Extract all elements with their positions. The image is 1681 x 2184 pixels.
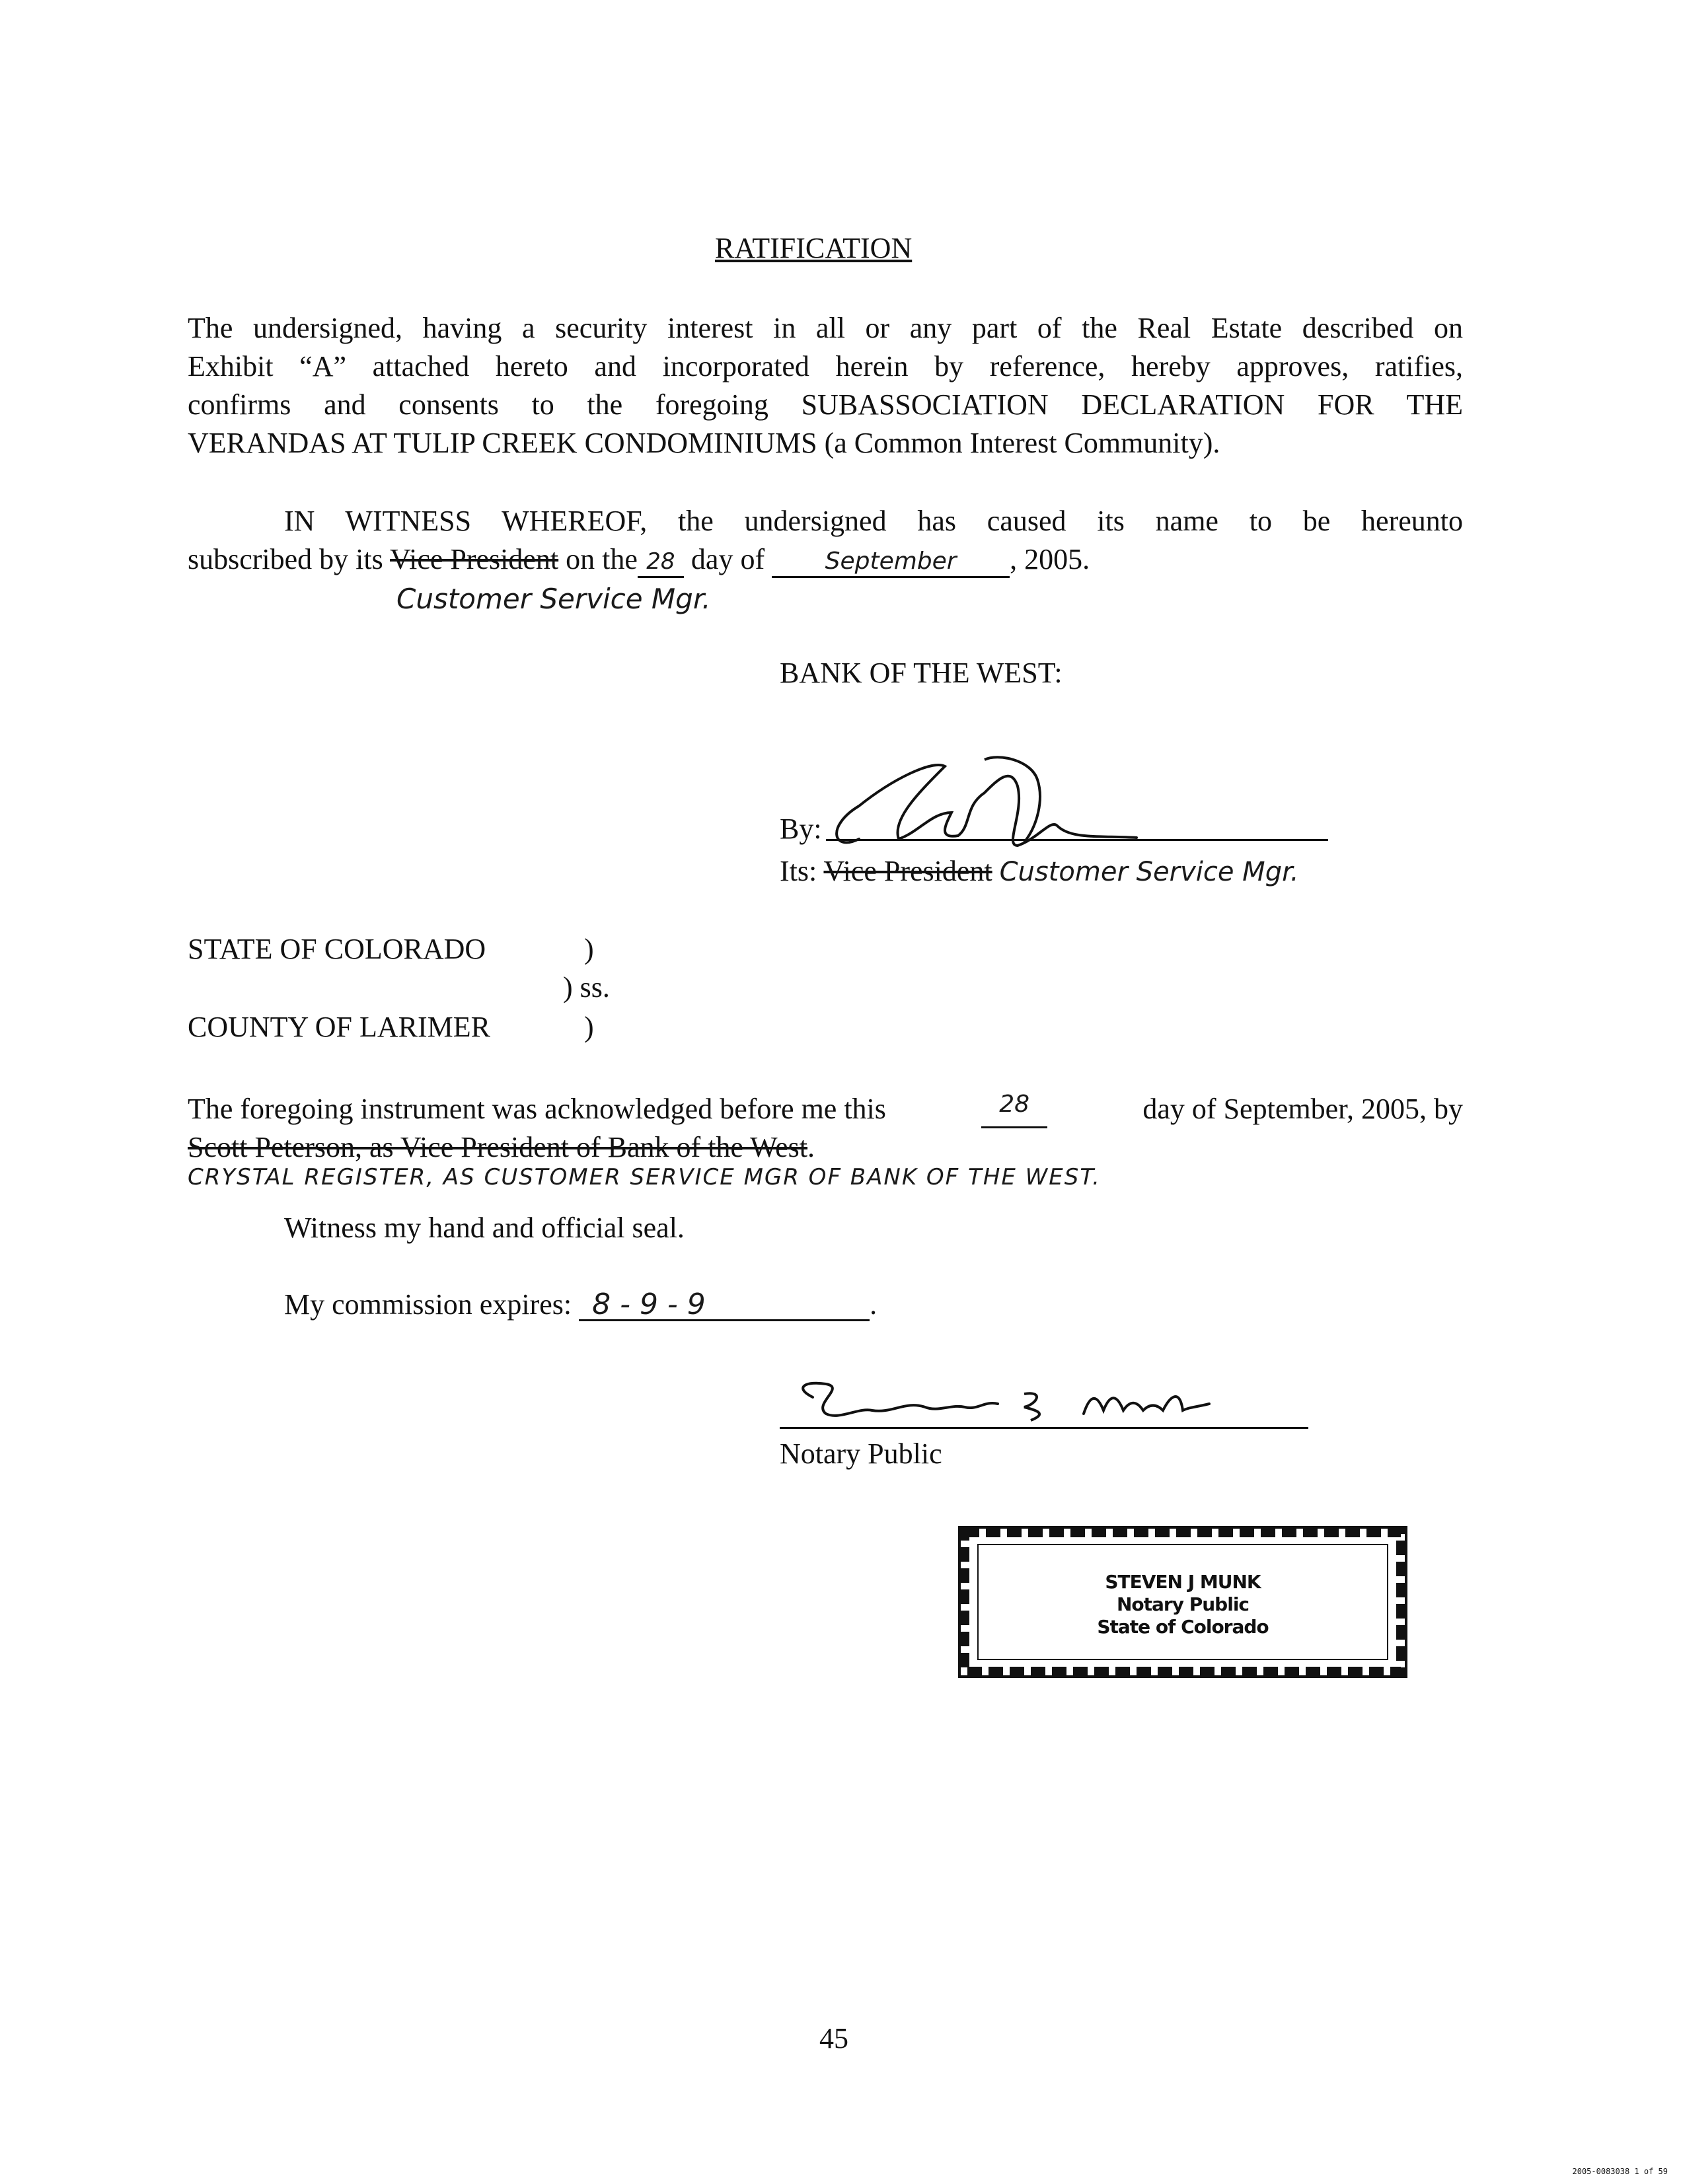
on-the-text: on the xyxy=(566,543,638,575)
notary-signature-line xyxy=(780,1427,1308,1429)
notary-public-label: Notary Public xyxy=(780,1438,942,1470)
paren-2: ) xyxy=(584,1011,594,1043)
acknowledgment-prefix: The foregoing instrument was acknowledged before me this xyxy=(188,1093,886,1125)
document-stamp: 2005-0083038 1 of 59 xyxy=(1572,2167,1668,2176)
notary-seal xyxy=(952,1513,1414,1691)
witness-line-2 xyxy=(188,540,1179,579)
seal-title: Notary Public xyxy=(1116,1593,1250,1615)
handwritten-its-title: Customer Service Mgr. xyxy=(999,857,1299,887)
commission-tail: . xyxy=(870,1288,878,1321)
witness-line-1: IN WITNESS WHEREOF, the undersigned has caused its name to be hereunto xyxy=(284,505,1463,537)
county-label: COUNTY OF LARIMER xyxy=(188,1011,490,1043)
paragraph-line: The undersigned, having a security interest in all or any part of the Real Estate described on xyxy=(188,312,1463,344)
paren-1: ) xyxy=(584,933,594,965)
state-label: STATE OF COLORADO xyxy=(188,933,486,965)
subscribed-by-text: subscribed by its xyxy=(188,543,383,575)
struck-title: Vice President xyxy=(389,543,559,575)
commission-date-field: 8 - 9 - 9 xyxy=(579,1290,870,1321)
handwritten-acknowledgment: CRYSTAL REGISTER, AS CUSTOMER SERVICE MGR OF BANK OF THE WEST. xyxy=(188,1164,1101,1190)
month-field: September xyxy=(772,547,1010,578)
seal-name: STEVEN J MUNK xyxy=(1105,1571,1261,1593)
commission-label: My commission expires: xyxy=(284,1288,572,1321)
paragraph-line: VERANDAS AT TULIP CREEK CONDOMINIUMS (a Common Interest Community). xyxy=(188,427,1220,459)
struck-name: Scott Peterson, as Vice President of Bank of the West xyxy=(188,1131,808,1163)
by-signature-line xyxy=(826,839,1328,841)
handwritten-title: Customer Service Mgr. xyxy=(396,583,711,615)
acknowledgment-line xyxy=(188,1090,1463,1128)
ratification-paragraph xyxy=(188,309,1463,462)
acknowledgment-suffix: day of September, 2005, by xyxy=(1142,1093,1463,1125)
its-line xyxy=(780,852,1299,891)
ack-day-field: 28 xyxy=(981,1090,1047,1128)
bank-name: BANK OF THE WEST: xyxy=(780,657,1063,689)
witness-seal-text: Witness my hand and official seal. xyxy=(284,1212,685,1244)
day-of-text: day of xyxy=(691,543,765,575)
paragraph-line: Exhibit “A” attached hereto and incorporated herein by reference, hereby approves, ratifies, xyxy=(188,350,1463,382)
its-label: Its: xyxy=(780,855,817,887)
day-field: 28 xyxy=(638,547,684,578)
seal-state: State of Colorado xyxy=(1097,1616,1269,1638)
page-number: 45 xyxy=(819,2022,848,2055)
notary-signature xyxy=(786,1374,1222,1434)
by-label: By: xyxy=(780,813,822,845)
year-text: , 2005. xyxy=(1010,543,1090,575)
document-title: RATIFICATION xyxy=(715,232,913,264)
struck-tail: . xyxy=(807,1131,815,1163)
struck-acknowledgment xyxy=(188,1128,815,1167)
paragraph-line: confirms and consents to the foregoing SUBASSOCIATION DECLARATION FOR THE xyxy=(188,388,1463,421)
struck-its-title: Vice President xyxy=(823,855,992,887)
ss-label: ) ss. xyxy=(563,971,610,1003)
commission-line xyxy=(284,1286,877,1324)
